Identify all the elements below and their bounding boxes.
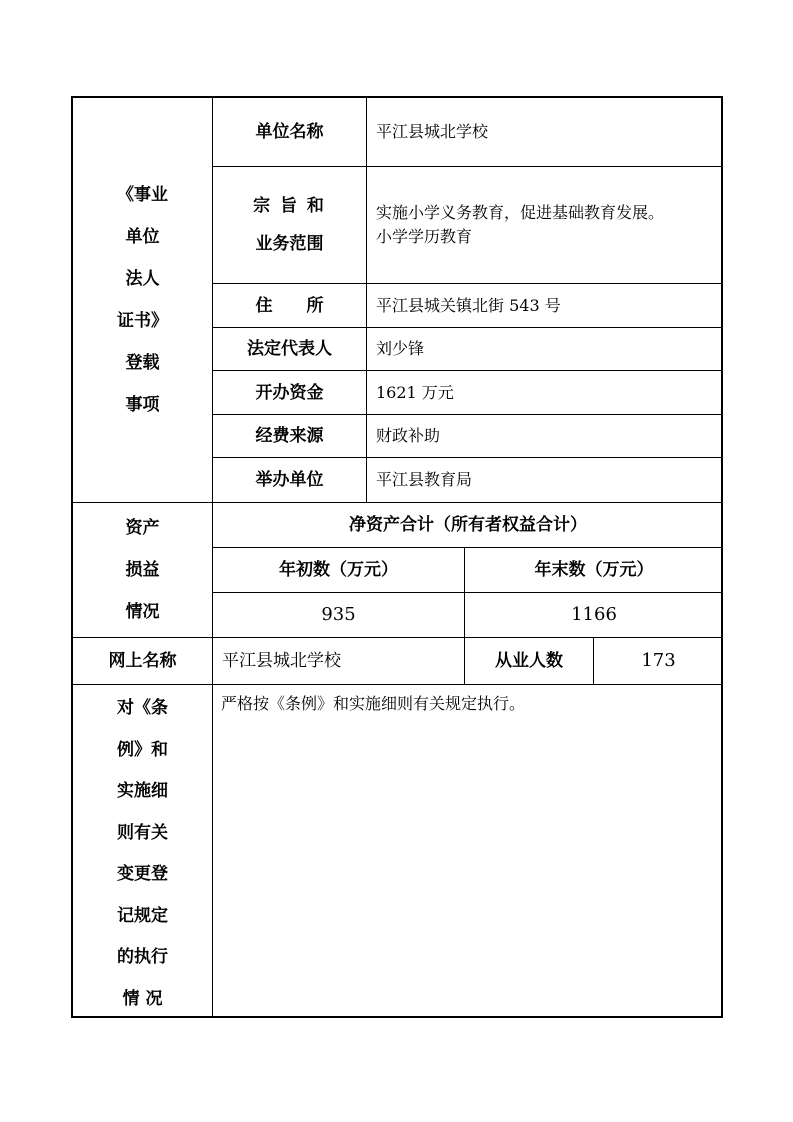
assets-section-label <box>73 503 212 637</box>
compliance-label-line: 则有关 <box>117 822 168 843</box>
assets-label-line: 情况 <box>125 602 160 622</box>
capital-label: 开办资金 <box>255 382 324 403</box>
compliance-label-line: 变更登 <box>117 864 168 884</box>
begin-of-year-label: 年初数（万元） <box>279 560 398 580</box>
employees-value: 173 <box>641 650 676 671</box>
compliance-label-line: 实施细 <box>117 781 168 801</box>
online-name-label: 网上名称 <box>108 651 177 671</box>
section-label-line: 法人 <box>125 269 160 289</box>
purpose-value <box>367 167 723 283</box>
compliance-label-line: 对《条 <box>117 698 168 718</box>
compliance-label-line: 记规定 <box>117 905 168 926</box>
end-of-year-value: 1166 <box>571 604 617 625</box>
section-label-line: 登载 <box>125 353 160 373</box>
purpose-label-line: 宗 旨 和 <box>253 196 326 216</box>
assets-label-line: 资产 <box>125 518 160 538</box>
purpose-label <box>213 167 366 283</box>
address-value: 平江县城关镇北街 543 号 <box>376 295 561 315</box>
compliance-label-line: 情 况 <box>122 988 163 1009</box>
compliance-label-line: 的执行 <box>117 947 168 967</box>
purpose-line: 实施小学义务教育，促进基础教育发展。 <box>376 203 665 222</box>
online-name-value: 平江县城北学校 <box>222 651 341 671</box>
employees-label: 从业人数 <box>495 651 563 671</box>
capital-value: 1621 万元 <box>376 382 454 402</box>
section-label-line: 证书》 <box>117 311 168 331</box>
compliance-label-line: 例》和 <box>117 739 168 760</box>
net-assets-header: 净资产合计（所有者权益合计） <box>349 515 587 535</box>
legal-rep-label: 法定代表人 <box>247 339 332 359</box>
funding-source-label: 经费来源 <box>255 426 324 446</box>
legal-rep-value: 刘少锋 <box>376 339 425 358</box>
unit-name-value: 平江县城北学校 <box>376 122 489 141</box>
compliance-text: 严格按《条例》和实施细则有关规定执行。 <box>221 694 526 713</box>
funding-source-value: 财政补助 <box>376 426 441 445</box>
section-label-line: 单位 <box>125 227 160 247</box>
section-label-line: 事项 <box>125 395 160 415</box>
registration-form-table <box>71 96 723 1018</box>
assets-label-line: 损益 <box>125 560 160 580</box>
compliance-label <box>73 685 212 1018</box>
purpose-label-line: 业务范围 <box>255 234 324 254</box>
section-label-line: 《事业 <box>117 185 168 205</box>
sponsor-value: 平江县教育局 <box>376 470 473 489</box>
address-label: 住 所 <box>255 295 324 316</box>
unit-name-label: 单位名称 <box>255 122 324 142</box>
sponsor-label: 举办单位 <box>255 470 324 490</box>
begin-of-year-value: 935 <box>321 604 356 625</box>
purpose-line: 小学学历教育 <box>376 227 473 246</box>
end-of-year-label: 年末数（万元） <box>534 560 654 580</box>
registration-section-label <box>73 98 212 502</box>
